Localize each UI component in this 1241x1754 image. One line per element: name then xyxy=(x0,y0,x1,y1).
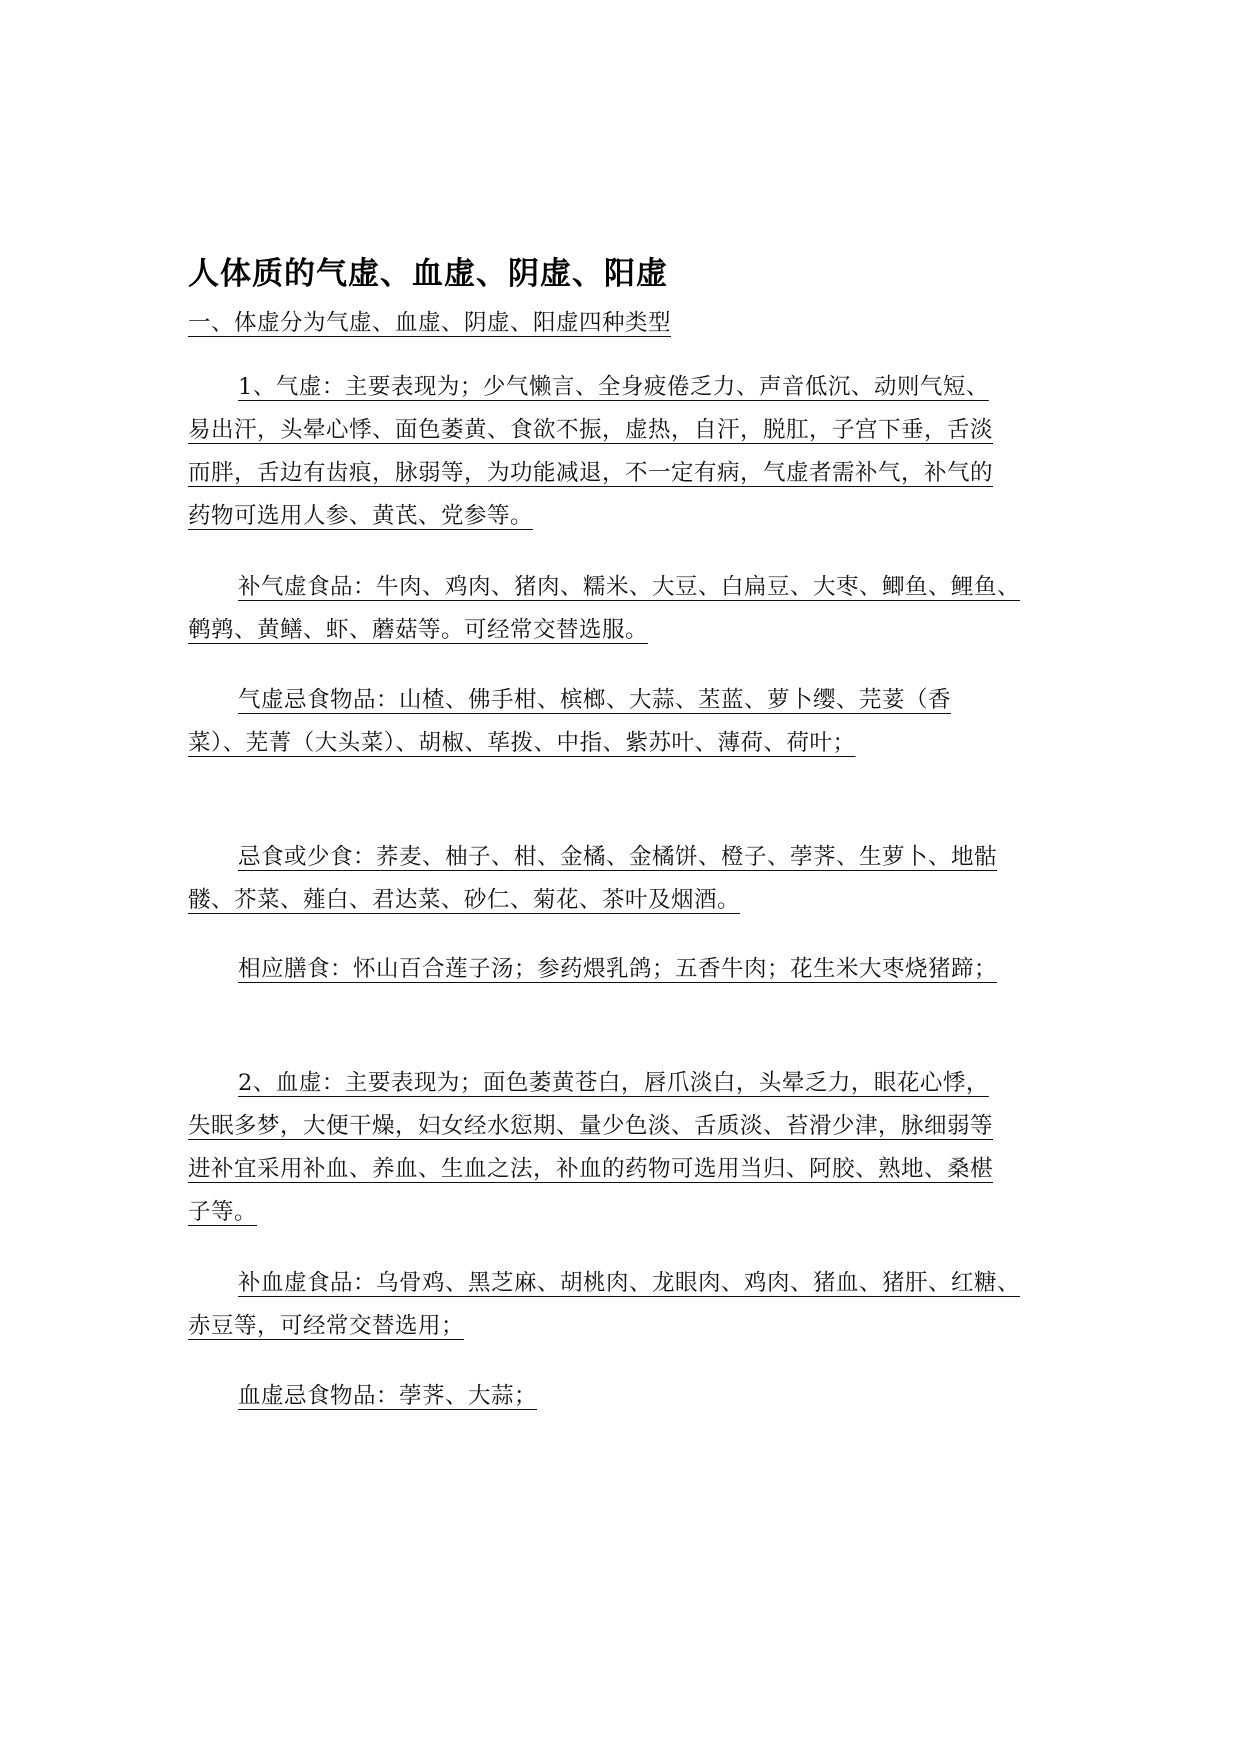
qi-limit-foods xyxy=(188,836,1068,922)
qi-limit-line: 髅、芥菜、薤白、君达菜、砂仁、菊花、茶叶及烟酒。 xyxy=(188,887,741,913)
qi-avoid-line: 气虚忌食物品：山楂、佛手柑、槟榔、大蒜、苤蓝、萝卜缨、芫荽（香 xyxy=(238,687,952,713)
qi-recommended-meals xyxy=(188,948,1068,991)
blood-foods-line: 赤豆等，可经常交替选用； xyxy=(188,1313,465,1339)
blood-tonic-foods xyxy=(188,1262,1068,1348)
blood-desc-line: 2、血虚：主要表现为；面色萎黄苍白，唇爪淡白，头晕乏力，眼花心悸， xyxy=(238,1070,989,1096)
qi-desc-line: 药物可选用人参、黄芪、党参等。 xyxy=(188,503,534,529)
blood-desc-line: 进补宜采用补血、养血、生血之法，补血的药物可选用当归、阿胶、熟地、桑椹 xyxy=(188,1156,994,1182)
qi-desc-line: 易出汗，头晕心悸、面色萎黄、食欲不振，虚热，自汗，脱肛，子宫下垂，舌淡 xyxy=(188,417,994,443)
blood-desc-line: 子等。 xyxy=(188,1199,258,1225)
qi-limit-line: 忌食或少食：荞麦、柚子、柑、金橘、金橘饼、橙子、荸荠、生萝卜、地骷 xyxy=(238,844,998,870)
qi-avoid-foods xyxy=(188,679,1068,765)
qi-tonic-foods xyxy=(188,566,1068,652)
qi-desc-line: 而胖，舌边有齿痕，脉弱等，为功能减退，不一定有病，气虚者需补气，补气的 xyxy=(188,460,994,486)
qi-foods-line: 补气虚食品：牛肉、鸡肉、猪肉、糯米、大豆、白扁豆、大枣、鲫鱼、鲤鱼、 xyxy=(238,574,1021,600)
qi-avoid-line: 菜）、芜菁（大头菜）、胡椒、荜拨、中指、紫苏叶、薄荷、荷叶； xyxy=(188,730,856,756)
qi-desc-line: 1、气虚：主要表现为；少气懒言、全身疲倦乏力、声音低沉、动则气短、 xyxy=(238,374,989,400)
blood-avoid-line: 血虚忌食物品：荸荠、大蒜； xyxy=(238,1383,538,1409)
blood-desc-line: 失眠多梦，大便干燥，妇女经水愆期、量少色淡、舌质淡、苔滑少津，脉细弱等 xyxy=(188,1113,994,1139)
section-heading-text: 一、体虚分为气虚、血虚、阴虚、阳虚四种类型 xyxy=(188,310,672,336)
document-title: 人体质的气虚、血虚、阴虚、阳虚 xyxy=(188,256,668,292)
qi-foods-line: 鹌鹑、黄鳝、虾、蘑菇等。可经常交替选服。 xyxy=(188,617,649,643)
blood-deficiency-description xyxy=(188,1062,1068,1234)
qi-meals-line: 相应膳食：怀山百合莲子汤；参药煨乳鸽；五香牛肉；花生米大枣烧猪蹄； xyxy=(238,956,998,982)
qi-deficiency-description xyxy=(188,366,1068,538)
blood-foods-line: 补血虚食品：乌骨鸡、黑芝麻、胡桃肉、龙眼肉、鸡肉、猪血、猪肝、红糖、 xyxy=(238,1270,1021,1296)
section-heading xyxy=(188,302,1068,345)
blood-avoid-foods xyxy=(188,1375,1068,1418)
